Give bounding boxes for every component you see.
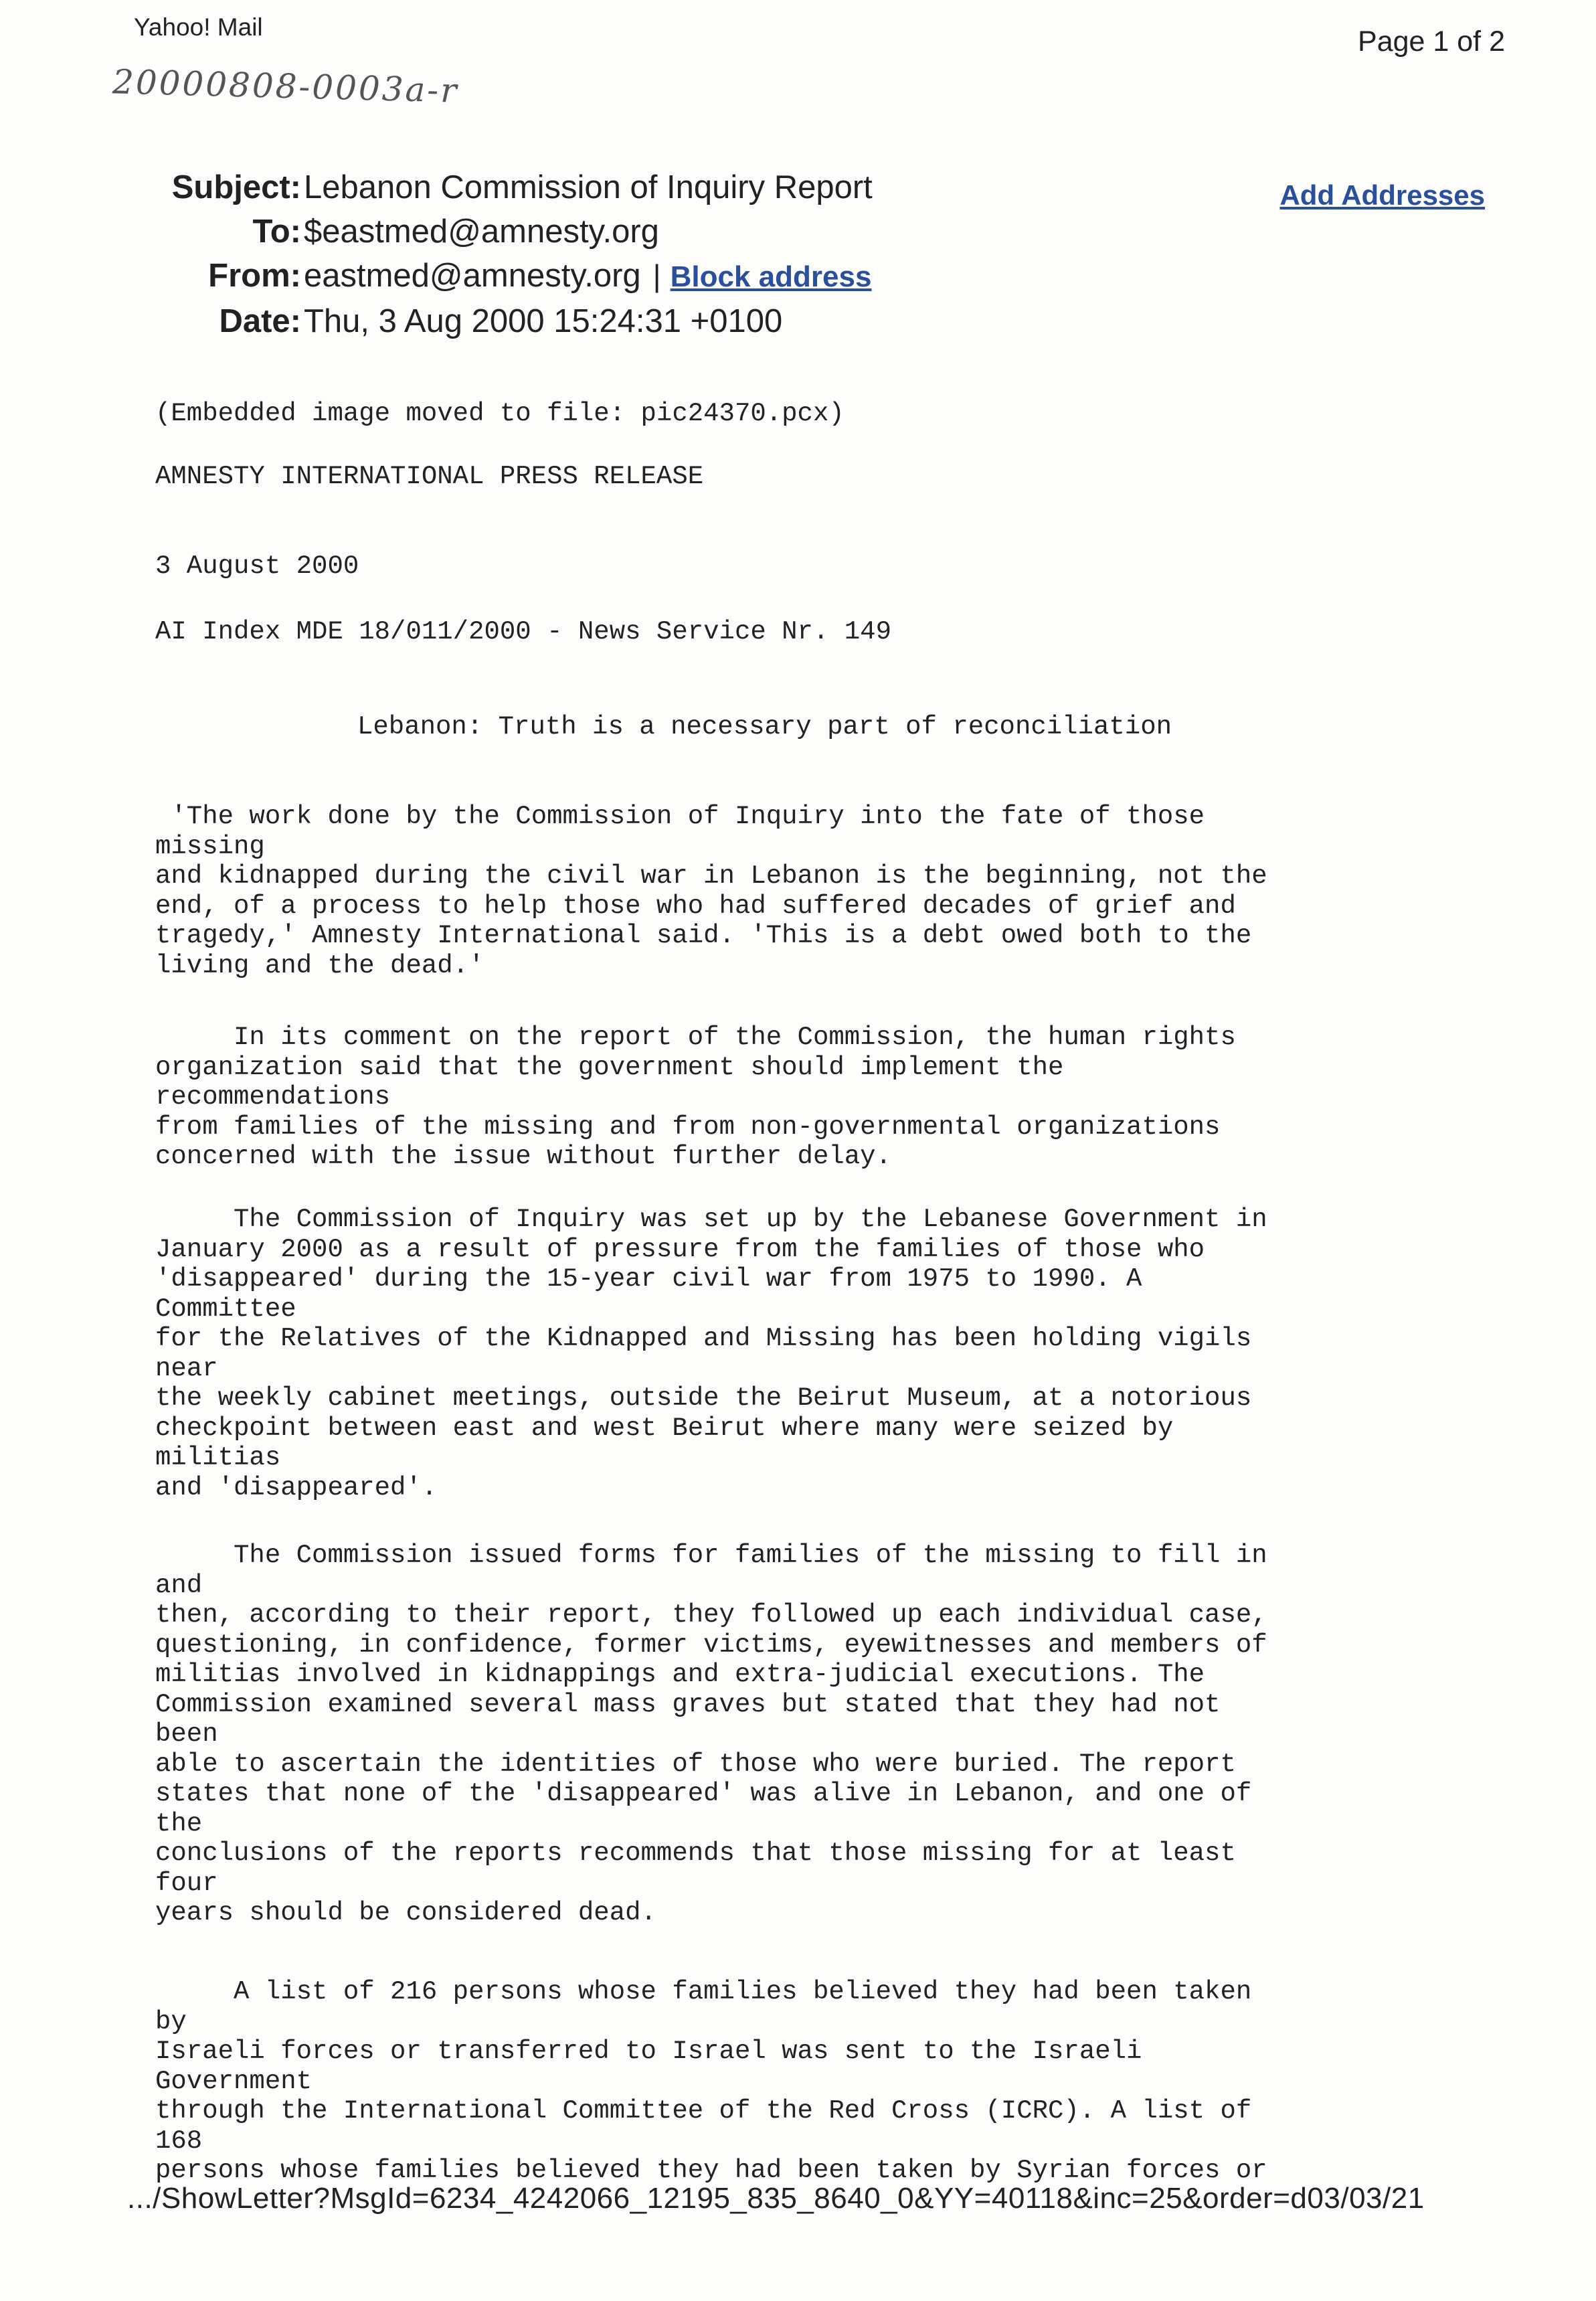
ai-index: AI Index MDE 18/011/2000 - News Service Nr. 149 — [155, 617, 891, 647]
subject-label: Subject: — [171, 169, 301, 205]
to-label: To: — [252, 214, 301, 250]
to-row — [0, 213, 659, 250]
headline: Lebanon: Truth is a necessary part of reconciliation — [357, 712, 1172, 742]
subject-row — [0, 169, 873, 206]
paragraph-4: The Commission issued forms for families of the missing to fill in and then, according to their report, they followed up each individual case, questioning, in confidence, former victims, eyewitnesses and members of militias involved in kidnappings and extra-judicial executions. The Commission examined several mass graves but stated that they had not been able to ascertain the identities of those who were buried. The report states that none of the 'disappeared' was alive in Lebanon, and one of the conclusions of the reports recommends that those missing for at least four years should be considered dead. — [155, 1541, 1267, 1928]
press-release-label: AMNESTY INTERNATIONAL PRESS RELEASE — [155, 462, 704, 491]
date-value: Thu, 3 Aug 2000 15:24:31 +0100 — [304, 303, 783, 339]
to-value: $eastmed@amnesty.org — [304, 214, 659, 250]
block-address-link[interactable]: Block address — [670, 260, 872, 293]
paragraph-3: The Commission of Inquiry was set up by the Lebanese Government in January 2000 as a result of pressure from the families of those who 'disappeared' during the 15-year civil war from 1975 to 1990. A Committee for the Relatives of the Kidnapped and Missing has been holding vigils near the weekly cabinet meetings, outside the Beirut Museum, at a notorious checkpoint between east and west Beirut where many were seized by militias and 'disappeared'. — [155, 1205, 1267, 1503]
handwritten-note: 20000808-0003a-r — [112, 62, 459, 110]
release-date: 3 August 2000 — [155, 551, 359, 581]
date-row — [0, 303, 782, 340]
paragraph-1: 'The work done by the Commission of Inquiry into the fate of those missing and kidnapped during the civil war in Lebanon is the beginning, not the end, of a process to help those who had suffered decades of grief and tragedy,' Amnesty International said. 'This is a debt owed both to the living and the dead.' — [155, 802, 1267, 981]
subject-value: Lebanon Commission of Inquiry Report — [304, 169, 873, 205]
from-row — [0, 257, 871, 294]
date-label: Date: — [219, 303, 301, 339]
add-addresses-link[interactable]: Add Addresses — [1279, 179, 1485, 211]
paragraph-2: In its comment on the report of the Commission, the human rights organization said that the government should implement the recommendations from families of the missing and from non-governmental organizations concerned with the issue without further delay. — [155, 1023, 1236, 1171]
separator: | — [652, 258, 661, 293]
page-number: Page 1 of 2 — [1358, 25, 1505, 58]
paragraph-5: A list of 216 persons whose families believed they had been taken by Israeli forces or transferred to Israel was sent to the Israeli Government through the International Committee of the Red Cross (ICRC). A list of 168 persons whose families believed they had been taken by Syrian forces or — [155, 1977, 1267, 2185]
from-label: From: — [208, 258, 301, 294]
embedded-image-note: (Embedded image moved to file: pic24370.pcx) — [155, 399, 845, 428]
footer-url: .../ShowLetter?MsgId=6234_4242066_12195_835_8640_0&YY=40118&inc=25&order=d03/03/21 — [127, 2182, 1425, 2215]
app-name: Yahoo! Mail — [134, 13, 263, 41]
from-value: eastmed@amnesty.org — [304, 258, 641, 294]
